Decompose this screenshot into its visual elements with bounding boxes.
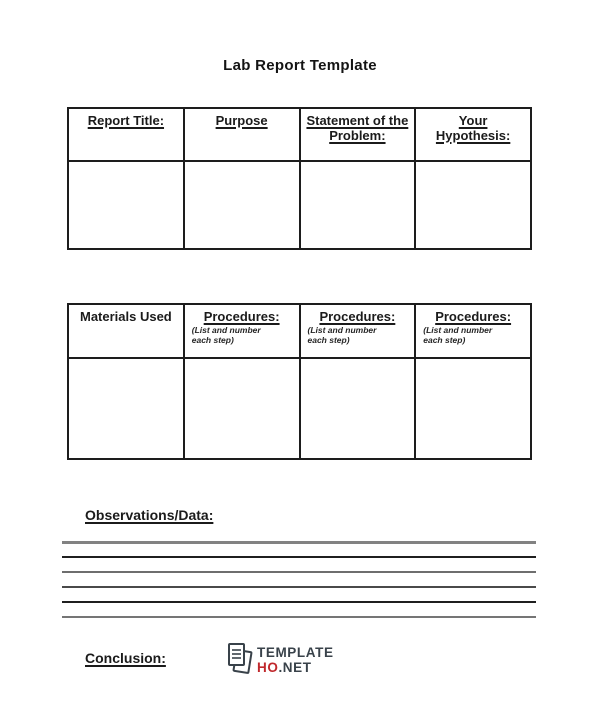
brand-line2-dark: .NET <box>278 659 312 675</box>
procedures-header-cell-1 <box>184 304 300 358</box>
ruled-line <box>62 571 536 573</box>
procedures-table-header-row <box>68 304 531 358</box>
ruled-line <box>62 541 536 544</box>
procedures-label-1: Procedures: <box>203 309 280 324</box>
hypothesis-entry-cell <box>415 161 531 249</box>
brand-line2 <box>257 661 334 675</box>
materials-entry-cell <box>68 358 184 459</box>
procedures-entry-cell-3 <box>415 358 531 459</box>
purpose-label: Purpose <box>215 113 268 128</box>
conclusion-label: Conclusion: <box>85 650 166 666</box>
materials-header-cell <box>68 304 184 358</box>
report-table-body-row <box>68 161 531 249</box>
ruled-line <box>62 601 536 603</box>
procedures-table-body-row <box>68 358 531 459</box>
brand-logo <box>227 642 334 682</box>
statement-label: Statement of the Problem: <box>306 113 409 143</box>
brand-wordmark <box>257 642 334 674</box>
statement-entry-cell <box>300 161 416 249</box>
report-table-header-row <box>68 108 531 161</box>
report-title-label: Report Title: <box>87 113 165 128</box>
observations-heading <box>85 507 213 523</box>
brand-line1: TEMPLATE <box>257 645 334 660</box>
ruled-line <box>62 586 536 588</box>
procedures-note-3: (List and number each step) <box>423 325 493 346</box>
purpose-entry-cell <box>184 161 300 249</box>
report-title-entry-cell <box>68 161 184 249</box>
page-title: Lab Report Template <box>223 57 377 74</box>
procedures-entry-cell-1 <box>184 358 300 459</box>
procedures-label-2: Procedures: <box>319 309 396 324</box>
observations-label: Observations/Data: <box>85 507 214 523</box>
hypothesis-label: Your Hypothesis: <box>435 113 511 143</box>
report-title-header-cell <box>68 108 184 161</box>
hypothesis-header-cell <box>415 108 531 161</box>
ruled-line <box>62 616 536 618</box>
procedures-header-cell-3 <box>415 304 531 358</box>
ruled-line <box>62 556 536 558</box>
observations-lines <box>62 541 536 631</box>
procedures-note-2: (List and number each step) <box>307 325 377 346</box>
brand-line2-red: HO <box>257 659 279 675</box>
purpose-header-cell <box>184 108 300 161</box>
materials-label: Materials Used <box>79 309 172 324</box>
procedures-header-cell-2 <box>300 304 416 358</box>
procedures-note-1: (List and number each step) <box>191 325 261 346</box>
statement-header-cell <box>300 108 416 161</box>
procedures-table <box>67 303 532 460</box>
conclusion-heading <box>85 650 166 666</box>
document-pages-icon <box>227 642 254 682</box>
procedures-entry-cell-2 <box>300 358 416 459</box>
procedures-label-3: Procedures: <box>435 309 512 324</box>
report-info-table <box>67 107 532 250</box>
